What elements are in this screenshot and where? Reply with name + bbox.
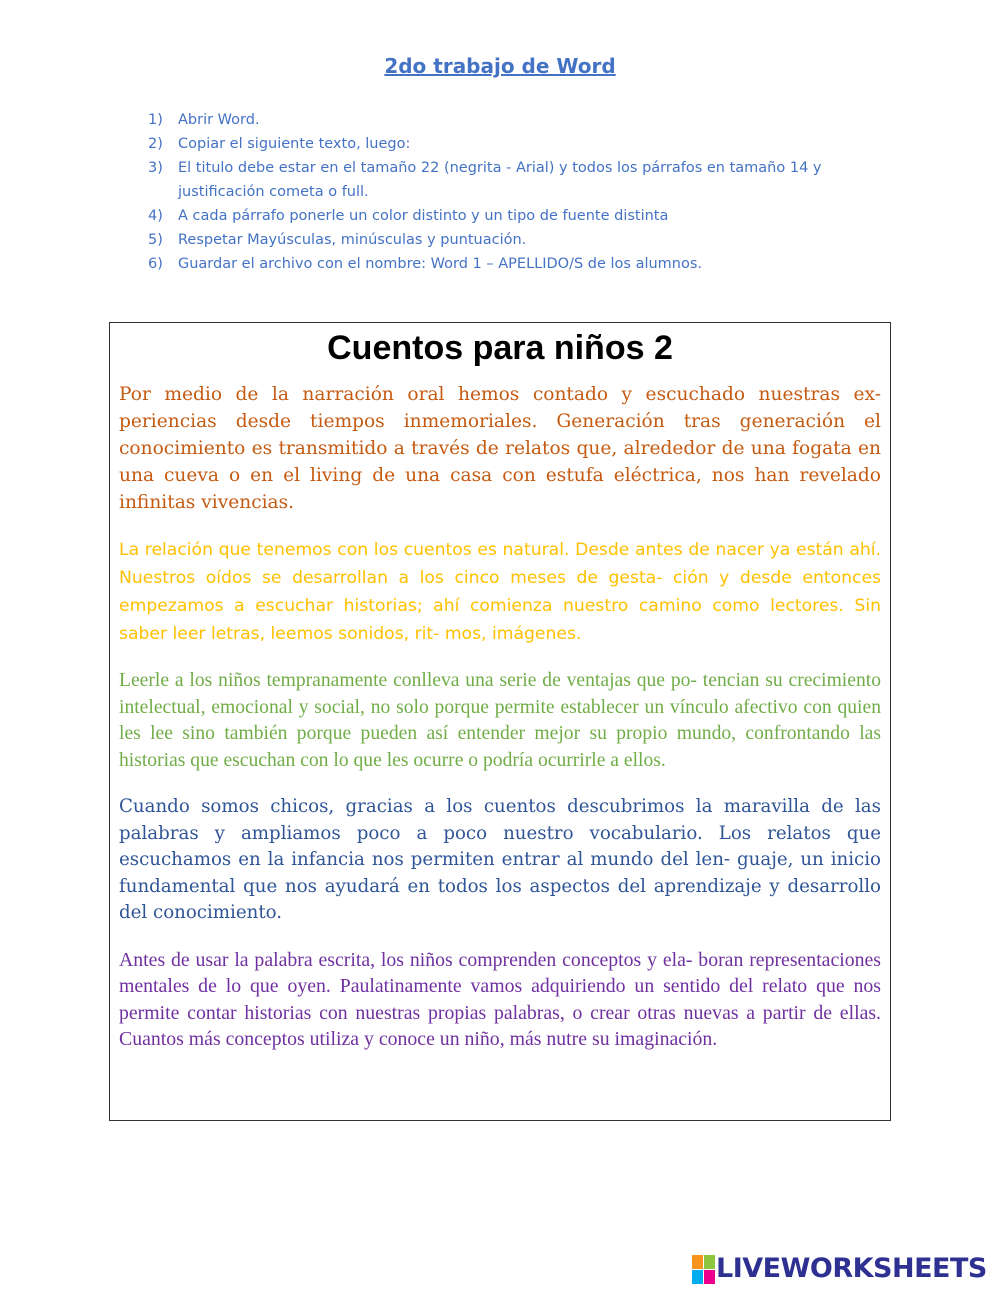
list-text: Abrir Word. [178, 112, 260, 128]
story-title: Cuentos para niños 2 [327, 329, 673, 367]
instruction-list [148, 108, 908, 276]
list-number: 3) [148, 160, 163, 176]
list-text: Copiar el siguiente texto, luego: [178, 136, 411, 152]
list-number: 1) [148, 112, 163, 128]
brand-name: LIVEWORKSHEETS [716, 1253, 987, 1284]
list-text: Respetar Mayúsculas, minúsculas y puntuación. [178, 232, 527, 248]
story-box [109, 322, 891, 1121]
list-item [148, 204, 908, 228]
liveworksheets-logo [692, 1254, 987, 1284]
story-paragraph-4: Cuando somos chicos, gracias a los cuentos descubrimos la maravilla de las palabras y ampliamos poco a poco nuestro vocabulario. Los relatos que escuchamos en la infancia nos permiten entrar al mundo del len- guaje, un inicio fundamental que nos ayudará en todos los aspectos del aprendizaje y desarrollo del conocimiento. [119, 796, 881, 923]
list-item [148, 228, 908, 252]
list-text: Guardar el archivo con el nombre: Word 1 – APELLIDO/S de los alumnos. [178, 256, 703, 272]
list-number: 6) [148, 256, 163, 272]
list-item [148, 132, 908, 156]
story-paragraph-1: Por medio de la narración oral hemos contado y escuchado nuestras ex- periencias desde tiempos inmemoriales. Generación tras generación el conocimiento es transmitido a través de relatos que, alrededor de una fogata en una cueva o en el living de una casa con estufa eléctrica, nos han revelado infinitas vivencias. [119, 384, 881, 513]
list-number: 2) [148, 136, 163, 152]
story-paragraph-3: Leerle a los niños tempranamente conlleva una serie de ventajas que po- tencian su crecimiento intelectual, emocional y social, no solo porque permite establecer un vínculo afectivo con quien les lee sino también porque pueden así entender mejor su propio mundo, confrontando las historias que escuchan con lo que les ocurre o podría ocurrirle a ellos. [119, 670, 881, 771]
page-title: 2do trabajo de Word [384, 54, 616, 78]
list-text: El titulo debe estar en el tamaño 22 (negrita - Arial) y todos los párrafos en tamaño 14 y justificación cometa o full. [178, 160, 822, 200]
list-item [148, 156, 908, 204]
list-number: 4) [148, 208, 163, 224]
liveworksheets-logo-icon [692, 1255, 714, 1283]
story-paragraph-2: La relación que tenemos con los cuentos es natural. Desde antes de nacer ya están ahí. Nuestros oídos se desarrollan a los cinco meses de gesta- ción y desde entonces empezamos a escuchar historias; ahí comienza nuestro camino como lectores. Sin saber leer letras, leemos sonidos, rit- mos, imágenes. [119, 540, 881, 644]
story-paragraph-5: Antes de usar la palabra escrita, los niños comprenden conceptos y ela- boran representaciones mentales de lo que oyen. Paulatinamente vamos adquiriendo un sentido del relato que nos permite contar historias con nuestras propias palabras, o crear otras nuevas a partir de ellas. Cuantos más conceptos utiliza y conoce un niño, más nutre su imaginación. [119, 948, 881, 1050]
list-number: 5) [148, 232, 163, 248]
list-text: A cada párrafo ponerle un color distinto y un tipo de fuente distinta [178, 208, 669, 224]
list-item [148, 252, 908, 276]
list-item [148, 108, 908, 132]
